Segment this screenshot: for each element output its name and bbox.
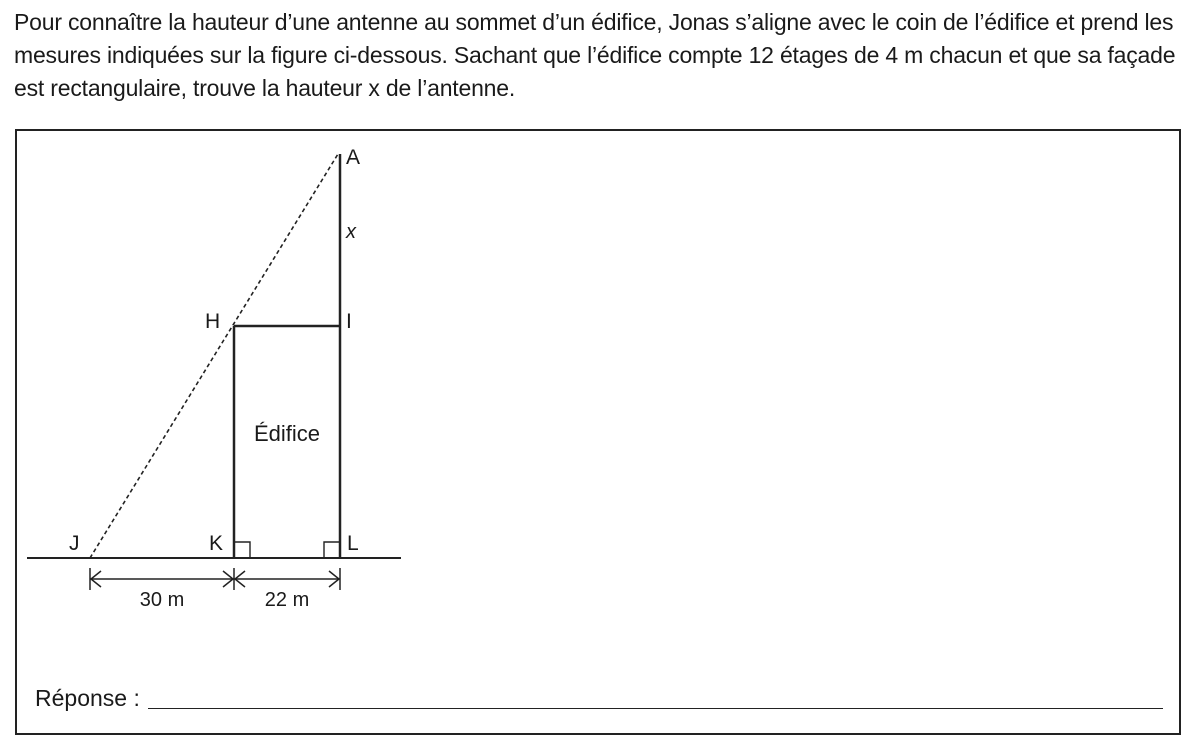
dimension-jk	[90, 568, 234, 590]
right-angle-marker-k	[234, 542, 250, 558]
point-label-a: A	[346, 146, 361, 169]
sight-line-ja	[90, 154, 338, 558]
figure-frame	[15, 129, 1181, 735]
point-label-l: L	[347, 532, 359, 555]
point-label-h: H	[205, 310, 221, 333]
antenna-length-label: x	[346, 221, 356, 243]
problem-statement: Pour connaître la hauteur d’une antenne au sommet d’un édifice, Jonas s’aligne avec le coin de l’édifice et prend les mesures indiquées sur la figure ci-dessous. Sachant que l’édifice compte 12 étages de 4 m chacun et que sa façade est rectangulaire, trouve la hauteur x de l’antenne.	[14, 9, 1176, 101]
point-label-k: K	[209, 532, 224, 555]
building-label: Édifice	[253, 421, 321, 446]
answer-input-line[interactable]	[148, 707, 1163, 709]
geometry-figure	[17, 131, 1179, 733]
dimension-kl	[234, 568, 340, 590]
right-angle-marker-l	[324, 542, 340, 558]
point-label-j: J	[69, 532, 80, 555]
answer-row	[35, 678, 1163, 712]
point-label-i: I	[346, 310, 352, 333]
dimension-label-kl: 22 m	[264, 589, 310, 611]
dimension-label-jk: 30 m	[139, 589, 185, 611]
answer-label: Réponse :	[35, 685, 140, 711]
